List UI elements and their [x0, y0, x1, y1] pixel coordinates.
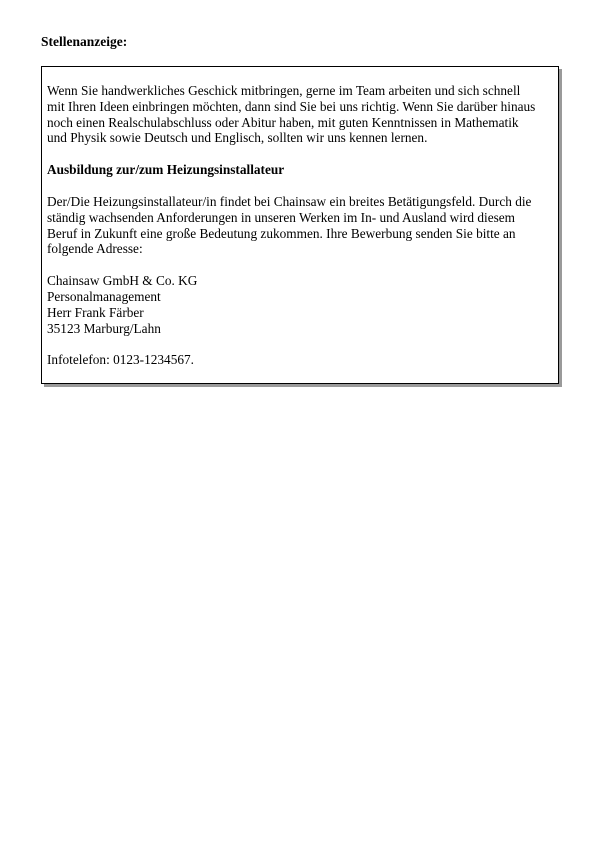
description-line: ständig wachsenden Anforderungen in unseren Werken im In- und Ausland wird diesem [47, 209, 516, 225]
description-paragraph [47, 194, 553, 257]
intro-line: noch einen Realschulabschluss oder Abitur haben, mit guten Kenntnissen in Mathematik [47, 114, 519, 130]
intro-paragraph [47, 83, 553, 146]
address-city: 35123 Marburg/Lahn [47, 320, 161, 336]
address-company: Chainsaw GmbH & Co. KG [47, 273, 198, 289]
job-title: Ausbildung zur/zum Heizungsinstallateur [47, 162, 285, 178]
info-phone: Infotelefon: 0123-1234567. [47, 352, 194, 368]
address-department: Personalmanagement [47, 288, 161, 304]
description-line: Beruf in Zukunft eine große Bedeutung zukommen. Ihre Bewerbung senden Sie bitte an [47, 225, 516, 241]
address-block [47, 273, 553, 336]
intro-line: Wenn Sie handwerkliches Geschick mitbringen, gerne im Team arbeiten und sich schnell [47, 83, 521, 98]
address-contact: Herr Frank Färber [47, 304, 144, 320]
intro-line: und Physik sowie Deutsch und Englisch, sollten wir uns kennen lernen. [47, 130, 428, 146]
job-ad-box [41, 66, 559, 384]
description-line: Der/Die Heizungsinstallateur/in findet bei Chainsaw ein breites Betätigungsfeld. Durch die [47, 193, 532, 209]
page-heading: Stellenanzeige: [41, 34, 128, 49]
description-line: folgende Adresse: [47, 241, 143, 257]
intro-line: mit Ihren Ideen einbringen möchten, dann sind Sie bei uns richtig. Wenn Sie darüber hinaus [47, 98, 536, 114]
